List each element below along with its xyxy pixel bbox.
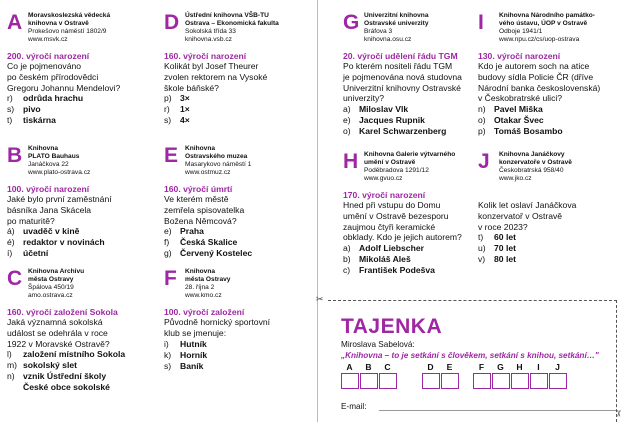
answer-option[interactable] (7, 93, 157, 104)
answer-letter: F (478, 362, 485, 372)
option-text: odrůda hrachu (23, 93, 84, 104)
answer-letter: G (497, 362, 504, 372)
question-line: Kolik let oslaví Janáčkova (478, 200, 577, 211)
answer-option[interactable] (478, 115, 628, 126)
answer-letter: B (365, 362, 372, 372)
institution-name: města Ostravy (185, 276, 231, 284)
question-line: Jaká významná sokolská (7, 317, 103, 328)
email-field[interactable] (379, 410, 616, 411)
option-key: c) (343, 264, 351, 275)
option-text: František Podešva (359, 264, 435, 275)
quiz-card-h (343, 151, 493, 276)
answer-option[interactable] (164, 104, 314, 115)
quiz-card-f (164, 268, 314, 372)
option-key: v) (478, 254, 486, 265)
answer-letter: D (427, 362, 434, 372)
question-line: Božena Němcová? (164, 215, 237, 226)
question-line: obklady. Kdo je jejich autorem? (343, 232, 462, 243)
question (343, 200, 493, 242)
answer-option[interactable] (478, 243, 628, 254)
question-line: budovy sídla Policie ČR (dříve (478, 71, 594, 82)
option-text: Hutník (180, 338, 207, 349)
question-line: konzervatoř v Ostravě (478, 210, 563, 221)
answer-option[interactable] (7, 237, 157, 248)
card-header (478, 12, 628, 44)
option-key: í) (7, 248, 13, 259)
institution-info (364, 151, 455, 183)
answer-letter: J (555, 362, 560, 372)
institution-address: Českobratrská 958/40 (499, 167, 564, 175)
option-key: f) (164, 237, 170, 248)
tajenka-cutout (315, 294, 633, 422)
answer-option[interactable] (7, 248, 157, 259)
option-key (7, 382, 23, 393)
option-text: Červený Kostelec (180, 248, 253, 259)
question (164, 317, 314, 338)
card-letter: B (7, 144, 23, 167)
question-line: v roce 2023? (478, 221, 528, 232)
question (478, 61, 628, 103)
answer-box[interactable] (441, 373, 459, 389)
option-key: é) (7, 237, 15, 248)
card-letter: F (164, 267, 177, 290)
answer-option[interactable] (478, 104, 628, 115)
question-line: Jaké bylo první zaměstnání (7, 194, 112, 205)
anniversary-heading: 200. výročí narození (7, 51, 90, 62)
option-text: vznik Ústřední školy (23, 371, 107, 382)
institution-info (499, 12, 595, 44)
option-text: Pavel Miška (494, 103, 543, 114)
institution-address: Odboje 1941/1 (499, 28, 543, 36)
institution-name: Knihovna Archivu (28, 268, 85, 275)
answer-letter: H (516, 362, 523, 372)
scissors-icon: ✂ (613, 409, 624, 418)
institution-address: www.gvuo.cz (364, 175, 403, 183)
answer-option[interactable] (7, 104, 157, 115)
tajenka-author: Miroslava Sabelová: (341, 340, 415, 349)
card-header (478, 151, 628, 183)
institution-info (185, 268, 230, 300)
question-line: Kolikát byl Josef Theurer (164, 61, 259, 72)
email-label: E-mail: (341, 402, 367, 411)
question (7, 61, 157, 93)
option-text: 1× (180, 104, 190, 115)
option-text: uvaděč v kině (23, 226, 80, 237)
option-text: účetní (23, 248, 49, 259)
answer-option[interactable] (343, 115, 493, 126)
option-key: n) (7, 371, 15, 382)
card-letter: H (343, 150, 359, 173)
answer-option[interactable] (7, 371, 157, 382)
answer-option[interactable] (164, 361, 314, 372)
institution-name: Knihovna Galerie výtvarného (364, 151, 456, 158)
institution-name: Univerzitní knihovna (364, 12, 429, 19)
option-text: 60 let (494, 232, 516, 243)
answer-letter: A (346, 362, 353, 372)
anniversary-heading: 160. výročí narození (164, 51, 247, 62)
tajenka-title: TAJENKA (341, 315, 443, 338)
anniversary-heading: 170. výročí narození (343, 190, 426, 201)
institution-name: Ostrava – Ekonomická fakulta (185, 20, 279, 28)
option-text: Praha (180, 226, 204, 237)
option-key: l) (7, 349, 12, 360)
quiz-card-a (7, 12, 157, 126)
institution-info (28, 12, 110, 44)
institution-address: Prokešovo náměstí 1802/9 (28, 28, 107, 36)
card-letter: A (7, 11, 23, 34)
question-line: Národní banka československá) (478, 82, 601, 93)
answer-option[interactable] (478, 254, 628, 265)
institution-address: Janáčkova 22 (28, 161, 69, 169)
institution-name: města Ostravy (28, 276, 74, 284)
option-text: Adolf Liebscher (359, 242, 424, 253)
institution-address: Špálova 450/19 (28, 284, 74, 292)
institution-address: 28. října 2 (185, 284, 215, 292)
institution-name: vého ústavu, ÚOP v Ostravě (499, 20, 588, 28)
question-line: událost se odehrála v roce (7, 327, 108, 338)
anniversary-heading: 20. výročí udělení řádu TGM (343, 51, 458, 62)
institution-address: Sokolská třída 33 (185, 28, 236, 36)
answer-option[interactable] (164, 237, 314, 248)
institution-name: Knihovna (28, 145, 59, 152)
question-line: Gregoru Johannu Mendelovi? (7, 82, 121, 93)
card-header (164, 145, 314, 177)
question-line: po maturitě? (7, 215, 55, 226)
question-line: klub se jmenuje: (164, 327, 227, 338)
option-text: Baník (180, 360, 204, 371)
institution-address: www.msvk.cz (28, 36, 68, 44)
card-header (164, 268, 314, 300)
institution-address: Bráfova 3 (364, 28, 393, 36)
institution-name: umění v Ostravě (364, 159, 416, 167)
question-line: Co je pojmenováno (7, 61, 82, 72)
institution-info (28, 268, 84, 300)
option-key: r) (7, 93, 13, 104)
option-key: o) (343, 125, 351, 136)
question (7, 194, 157, 226)
card-header (7, 12, 157, 44)
quiz-card-d (164, 12, 314, 126)
card-letter: D (164, 11, 180, 34)
card-letter: C (7, 267, 23, 290)
question-line: Ve kterém městě (164, 194, 229, 205)
institution-address: www.ostmuz.cz (185, 169, 231, 177)
option-key: p) (478, 125, 486, 136)
card-header (7, 145, 157, 177)
option-text: Otakar Švec (494, 114, 544, 125)
tajenka-quote: „Knihovna – to je setkání s člověkem, setkání s knihou, setkání…" (341, 351, 599, 360)
institution-name: Knihovna Janáčkovy (499, 151, 565, 158)
card-header (343, 151, 493, 183)
answer-option[interactable] (343, 265, 493, 276)
answer-option[interactable] (164, 226, 314, 237)
answer-option[interactable] (343, 243, 493, 254)
answer-option[interactable] (7, 226, 157, 237)
card-header (343, 12, 493, 44)
answer-option[interactable] (164, 115, 314, 126)
option-text: 4× (180, 115, 190, 126)
question-line: básníka Jana Skácela (7, 204, 92, 215)
option-key: m) (7, 360, 18, 371)
question-line: po českém přírodovědci (7, 71, 99, 82)
option-text: České obce sokolské (23, 382, 110, 393)
answer-box[interactable] (360, 373, 378, 389)
institution-address: knihovna.osu.cz (364, 36, 412, 44)
answer-box[interactable] (473, 373, 491, 389)
quiz-card-b (7, 145, 157, 259)
institution-address: www.kmo.cz (185, 292, 222, 300)
institution-name: Moravskoslezská vědecká (28, 12, 111, 19)
anniversary-spacer (478, 190, 628, 200)
question-line: zaujmou čtyři keramické (343, 221, 436, 232)
option-key: k) (164, 349, 172, 360)
answer-option[interactable] (164, 93, 314, 104)
answer-letter: E (446, 362, 453, 372)
option-text: tiskárna (23, 115, 56, 126)
option-key: p) (164, 93, 172, 104)
institution-address: Masarykovo náměstí 1 (185, 161, 252, 169)
card-letter: I (478, 11, 484, 34)
option-text: 3× (180, 93, 190, 104)
option-text: Karel Schwarzenberg (359, 125, 447, 136)
answer-box[interactable] (492, 373, 510, 389)
question (478, 200, 628, 232)
option-key: á) (7, 226, 15, 237)
option-key: s) (164, 115, 172, 126)
option-key: o) (478, 114, 486, 125)
option-key: g) (164, 248, 172, 259)
option-text: Horník (180, 349, 208, 360)
institution-name: Knihovna Národního památko- (499, 12, 595, 19)
cut-line-top (328, 300, 617, 301)
card-header (164, 12, 314, 44)
answer-option[interactable] (7, 360, 157, 371)
quiz-card-i (478, 12, 628, 137)
answer-box[interactable] (530, 373, 548, 389)
institution-name: PLATO Bauhaus (28, 153, 80, 161)
option-key: s) (7, 104, 15, 115)
institution-address: amo.ostrava.cz (28, 292, 73, 300)
answer-option[interactable] (7, 115, 157, 126)
option-key: e) (343, 114, 351, 125)
institution-name: Ostravského muzea (185, 153, 248, 161)
option-key: r) (164, 104, 170, 115)
answer-option[interactable] (164, 248, 314, 259)
option-text: Česká Skalice (180, 237, 238, 248)
question-line: zvolen rektorem na Vysoké (164, 71, 268, 82)
card-letter: J (478, 150, 490, 173)
answer-option[interactable] (164, 339, 314, 350)
option-text: Miloslav Vlk (359, 103, 409, 114)
question-line: Po kterém nositeli řádu TGM (343, 61, 453, 72)
institution-name: konzervatoře v Ostravě (499, 159, 572, 167)
option-key: u) (478, 243, 486, 254)
option-text: 70 let (494, 243, 516, 254)
quiz-card-e (164, 145, 314, 259)
question-line: 1922 v Moravské Ostravě? (7, 338, 110, 349)
question (164, 194, 314, 226)
anniversary-heading: 100. výročí založení (164, 307, 245, 318)
question-line: umění v Ostravě bezesporu (343, 210, 449, 221)
institution-info (499, 151, 572, 183)
option-text: 80 let (494, 254, 516, 265)
question-line: v Českobratrské ulici? (478, 93, 563, 104)
option-key: a) (343, 103, 351, 114)
card-header (7, 268, 157, 300)
scissors-icon: ✂ (316, 294, 324, 304)
anniversary-heading: 100. výročí narození (7, 184, 90, 195)
institution-address: www.npu.cz/cs/uop-ostrava (499, 36, 580, 44)
question-line: zemřela spisovatelka (164, 204, 245, 215)
question-line: Hned při vstupu do Domu (343, 200, 441, 211)
option-key: e) (164, 226, 172, 237)
quiz-card-c (7, 268, 157, 393)
option-key: t) (478, 232, 484, 243)
institution-address: Poděbradova 1291/12 (364, 167, 429, 175)
institution-name: knihovna v Ostravě (28, 20, 89, 28)
quiz-card-g (343, 12, 493, 137)
option-text: založení místního Sokola (23, 349, 126, 360)
answer-option[interactable] (343, 104, 493, 115)
anniversary-heading: 160. výročí založení Sokola (7, 307, 118, 318)
institution-info (185, 145, 251, 177)
question-line: je pojmenována nová studovna (343, 71, 462, 82)
option-key: s) (164, 360, 172, 371)
answer-box[interactable] (341, 373, 359, 389)
answer-box[interactable] (549, 373, 567, 389)
answer-box[interactable] (379, 373, 397, 389)
option-key: a) (343, 242, 351, 253)
answer-option[interactable] (164, 350, 314, 361)
answer-option[interactable] (7, 349, 157, 360)
cut-line-right (616, 300, 617, 422)
institution-info (185, 12, 279, 44)
institution-name: Ústřední knihovna VŠB-TU (185, 12, 269, 19)
card-letter: G (343, 11, 360, 34)
answer-option[interactable] (478, 126, 628, 137)
institution-info (28, 145, 90, 177)
institution-name: Knihovna (185, 145, 216, 152)
answer-option[interactable] (478, 232, 628, 243)
answer-letter: I (537, 362, 540, 372)
option-key: n) (478, 103, 486, 114)
option-key: t) (7, 115, 13, 126)
option-text: Tomáš Bosambo (494, 125, 563, 136)
answer-option[interactable] (7, 382, 157, 393)
option-text: Jacques Rupnik (359, 114, 425, 125)
option-text: sokolský slet (23, 360, 77, 371)
quiz-card-j (478, 151, 628, 265)
institution-address: knihovna.vsb.cz (185, 36, 232, 44)
answer-box[interactable] (422, 373, 440, 389)
option-text: pivo (23, 104, 41, 115)
question (343, 61, 493, 103)
question-line: Univerzitní knihovny Ostravské (343, 82, 461, 93)
anniversary-heading: 160. výročí úmrtí (164, 184, 233, 195)
question (164, 61, 314, 93)
question-line: univerzity? (343, 93, 385, 104)
question-line: Původně hornický sportovní (164, 317, 271, 328)
option-key: i) (164, 338, 169, 349)
option-key: b) (343, 253, 351, 264)
answer-option[interactable] (343, 254, 493, 265)
question (7, 317, 157, 349)
institution-name: Knihovna (185, 268, 216, 275)
option-text: Mikoláš Aleš (359, 253, 411, 264)
card-letter: E (164, 144, 179, 167)
institution-address: www.jko.cz (499, 175, 532, 183)
answer-grid (341, 362, 606, 396)
answer-option[interactable] (343, 126, 493, 137)
institution-name: Ostravské univerzity (364, 20, 429, 28)
question-line: Kdo je autorem soch na atice (478, 61, 590, 72)
answer-letter: C (384, 362, 391, 372)
institution-address: www.plato-ostrava.cz (28, 169, 91, 177)
answer-box[interactable] (511, 373, 529, 389)
option-text: redaktor v novinách (23, 237, 105, 248)
question-line: škole báňské? (164, 82, 219, 93)
anniversary-heading: 130. výročí narození (478, 51, 561, 62)
institution-info (364, 12, 429, 44)
